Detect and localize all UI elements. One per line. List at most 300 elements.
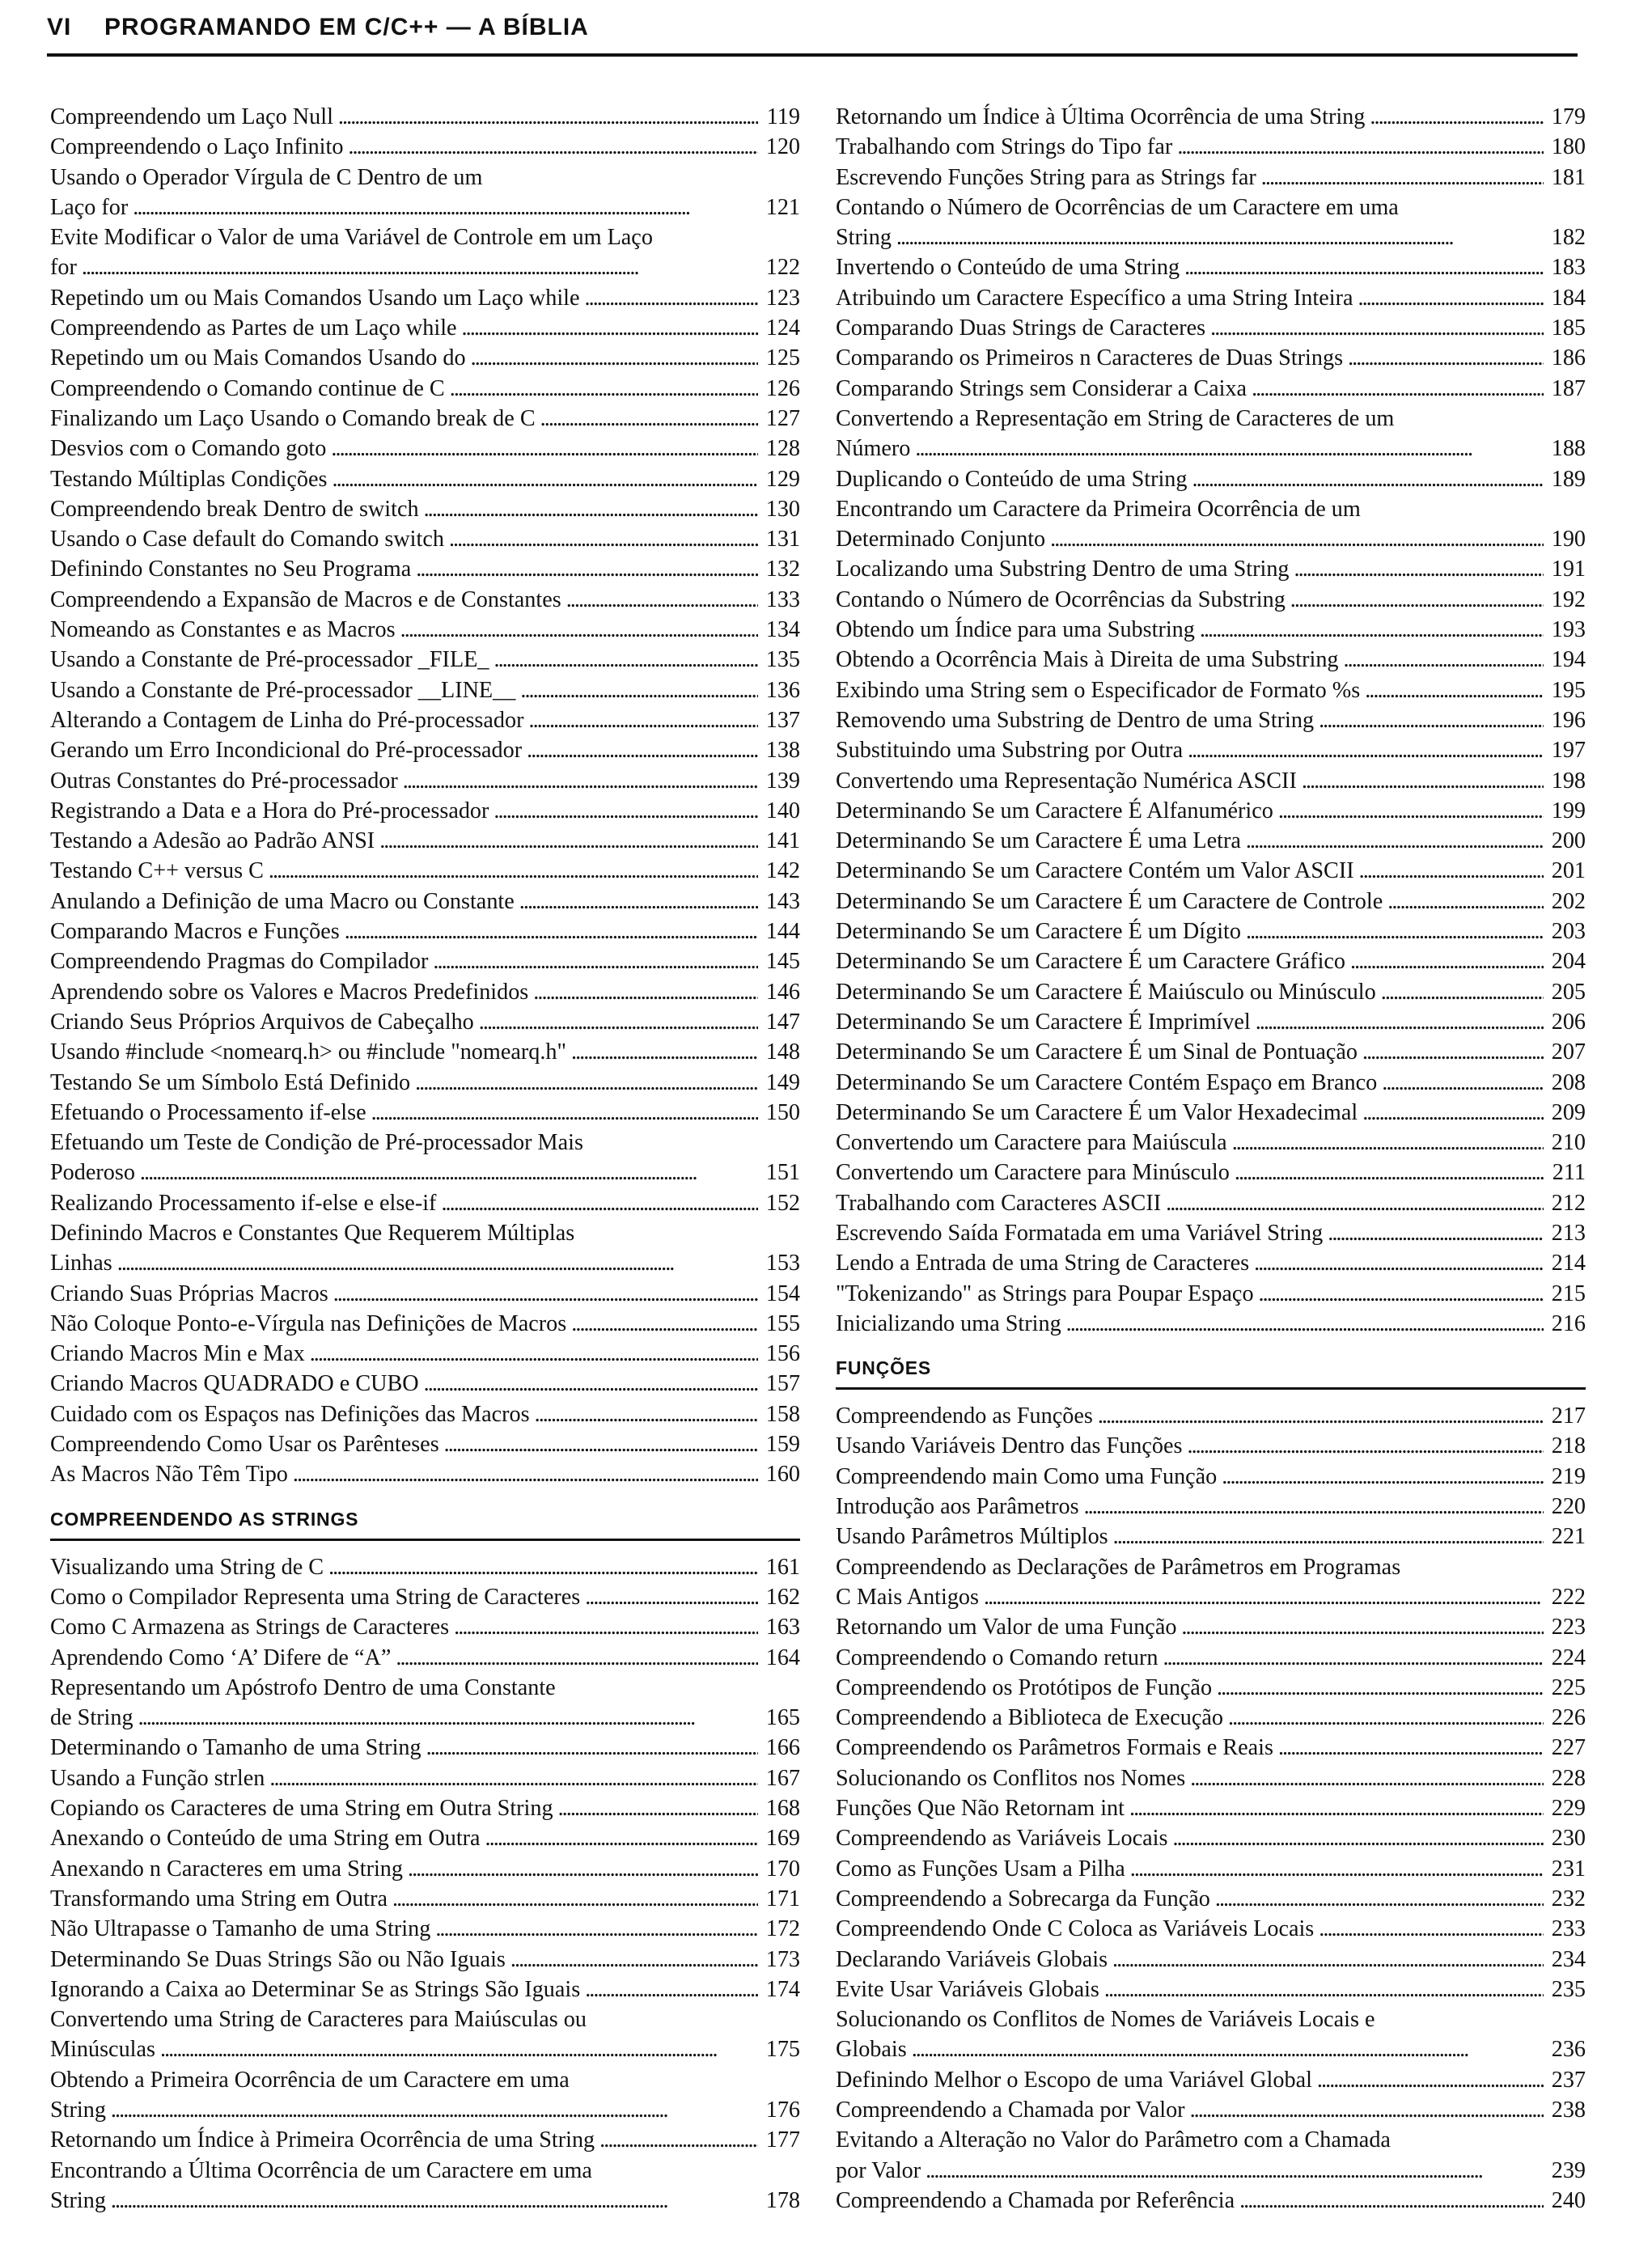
entry-title: Finalizando um Laço Usando o Comando break de C bbox=[50, 405, 536, 431]
entry-line bbox=[50, 494, 800, 524]
entry-page-number: 209 bbox=[1551, 1099, 1586, 1125]
entry-line bbox=[836, 1854, 1586, 1884]
toc-entry bbox=[836, 1098, 1586, 1128]
toc-entry bbox=[50, 1854, 800, 1884]
dot-leader bbox=[1129, 1793, 1544, 1823]
dot-leader bbox=[400, 615, 758, 645]
entry-page-number: 222 bbox=[1551, 1584, 1586, 1610]
section-title: FUNÇÕES bbox=[836, 1357, 932, 1379]
dot-leader bbox=[160, 2034, 758, 2064]
toc-entry bbox=[836, 1068, 1586, 1098]
entry-title: Determinando Se um Caractere Contém Espaço em Branco bbox=[836, 1069, 1378, 1095]
entry-page-number: 186 bbox=[1551, 345, 1586, 371]
toc-entry bbox=[836, 1218, 1586, 1248]
entry-page-number: 175 bbox=[765, 2037, 800, 2063]
entry-title-continuation: Número bbox=[836, 436, 911, 462]
dot-leader bbox=[1290, 585, 1544, 615]
entry-page-number: 121 bbox=[765, 194, 800, 220]
entry-page-number: 150 bbox=[765, 1099, 800, 1125]
entry-line bbox=[836, 887, 1586, 916]
dot-leader bbox=[328, 1552, 758, 1582]
left-column bbox=[50, 102, 800, 2216]
entry-line bbox=[50, 977, 800, 1007]
dot-leader bbox=[133, 193, 758, 222]
entry-line bbox=[50, 585, 800, 615]
dot-leader bbox=[379, 826, 758, 856]
dot-leader bbox=[1215, 1884, 1544, 1914]
toc-entry bbox=[836, 1248, 1586, 1278]
entry-line bbox=[836, 102, 1586, 132]
entry-title: Testando Múltiplas Condições bbox=[50, 466, 328, 492]
dot-leader bbox=[1246, 916, 1544, 946]
entry-line bbox=[836, 464, 1586, 494]
entry-title: Compreendendo as Declarações de Parâmetros em Programas bbox=[836, 1554, 1401, 1580]
entry-page-number: 227 bbox=[1551, 1735, 1586, 1761]
entry-line bbox=[836, 1007, 1586, 1037]
entry-page-number: 143 bbox=[765, 888, 800, 914]
entry-title-continuation: Laço for bbox=[50, 194, 129, 220]
dot-leader bbox=[528, 705, 758, 735]
entry-page-number: 122 bbox=[765, 255, 800, 281]
dot-leader bbox=[1317, 2065, 1544, 2095]
entry-page-number: 136 bbox=[765, 677, 800, 703]
entry-title: Alterando a Contagem de Linha do Pré-processador bbox=[50, 707, 524, 733]
entry-line bbox=[50, 615, 800, 645]
entry-page-number: 183 bbox=[1551, 255, 1586, 281]
entry-title: Realizando Processamento if-else e else-if bbox=[50, 1190, 437, 1216]
toc-entry bbox=[50, 554, 800, 584]
entry-page-number: 156 bbox=[765, 1341, 800, 1367]
dot-leader bbox=[415, 1068, 758, 1098]
dot-leader bbox=[1294, 554, 1544, 584]
toc-entry bbox=[836, 1552, 1586, 1613]
entry-page-number: 159 bbox=[765, 1432, 800, 1458]
entry-line bbox=[50, 132, 800, 162]
entry-page-number: 219 bbox=[1551, 1463, 1586, 1489]
entry-line bbox=[50, 1823, 800, 1853]
entry-title: Criando Seus Próprios Arquivos de Cabeçalho bbox=[50, 1009, 474, 1035]
entry-page-number: 171 bbox=[765, 1886, 800, 1911]
dot-leader bbox=[519, 887, 758, 916]
entry-title: Repetindo um ou Mais Comandos Usando do bbox=[50, 345, 466, 371]
entry-title: Contando o Número de Ocorrências da Substring bbox=[836, 586, 1286, 612]
toc-entry bbox=[50, 1279, 800, 1309]
dot-leader bbox=[1188, 735, 1544, 765]
entry-line bbox=[50, 796, 800, 826]
toc-entry bbox=[836, 2125, 1586, 2186]
entry-page-number: 205 bbox=[1551, 979, 1586, 1005]
entry-line bbox=[50, 464, 800, 494]
dot-leader bbox=[1235, 1158, 1544, 1187]
dot-leader bbox=[435, 1914, 758, 1944]
entry-title: Definindo Melhor o Escopo de uma Variável Global bbox=[836, 2067, 1312, 2093]
entry-line bbox=[836, 1218, 1586, 1248]
entry-line bbox=[50, 645, 800, 675]
entry-page-number: 144 bbox=[765, 919, 800, 945]
toc-entry bbox=[50, 163, 800, 223]
entry-line bbox=[836, 1975, 1586, 2004]
toc-entry bbox=[836, 615, 1586, 645]
dot-leader bbox=[333, 464, 758, 494]
dot-leader bbox=[1261, 163, 1544, 193]
entry-page-number: 232 bbox=[1551, 1886, 1586, 1911]
entry-page-number: 239 bbox=[1551, 2157, 1586, 2183]
entry-line bbox=[836, 1914, 1586, 1944]
entry-line bbox=[50, 826, 800, 856]
dot-leader bbox=[585, 1975, 758, 2004]
entry-title: As Macros Não Têm Tipo bbox=[50, 1462, 288, 1488]
dot-leader bbox=[111, 2186, 758, 2216]
toc-entry bbox=[836, 1914, 1586, 1944]
toc-entry bbox=[50, 132, 800, 162]
entry-line bbox=[50, 102, 800, 132]
toc-entry bbox=[50, 374, 800, 404]
entry-title: Registrando a Data e a Hora do Pré-processador bbox=[50, 798, 489, 823]
entry-title: Testando C++ versus C bbox=[50, 858, 264, 884]
entry-line bbox=[836, 1431, 1586, 1461]
entry-page-number: 124 bbox=[765, 315, 800, 341]
toc-entry bbox=[836, 2186, 1586, 2216]
entry-line bbox=[836, 222, 1586, 252]
entry-line bbox=[836, 826, 1586, 856]
entry-page-number: 187 bbox=[1551, 375, 1586, 401]
toc-entry bbox=[836, 1007, 1586, 1037]
entry-title: Criando Suas Próprias Macros bbox=[50, 1281, 328, 1306]
entry-line bbox=[50, 675, 800, 705]
entry-title: Convertendo a Representação em String de Caracteres de um bbox=[836, 405, 1395, 431]
entry-page-number: 221 bbox=[1551, 1524, 1586, 1550]
entry-page-number: 123 bbox=[765, 285, 800, 311]
entry-line bbox=[836, 1793, 1586, 1823]
entry-page-number: 155 bbox=[765, 1310, 800, 1336]
entry-line bbox=[50, 404, 800, 434]
section-header bbox=[50, 1505, 800, 1541]
entry-title: Testando a Adesão ao Padrão ANSI bbox=[50, 828, 375, 854]
entry-title: Aprendendo Como ‘A’ Difere de “A” bbox=[50, 1645, 392, 1670]
entry-line bbox=[836, 554, 1586, 584]
entry-title: Como o Compilador Representa uma String de Caracteres bbox=[50, 1584, 581, 1610]
toc-entry bbox=[50, 1128, 800, 1188]
entry-line bbox=[50, 252, 800, 282]
entry-line bbox=[836, 1945, 1586, 1975]
toc-entry bbox=[50, 343, 800, 373]
dot-leader bbox=[444, 1429, 758, 1459]
dot-leader bbox=[533, 977, 758, 1007]
toc-entry bbox=[50, 1188, 800, 1218]
dot-leader bbox=[449, 524, 758, 554]
entry-title: Não Ultrapasse o Tamanho de uma String bbox=[50, 1916, 431, 1942]
entry-page-number: 125 bbox=[765, 345, 800, 371]
dot-leader bbox=[111, 2095, 758, 2125]
entry-title: Usando #include <nomearq.h> ou #include "nomearq.h" bbox=[50, 1039, 566, 1065]
entry-line bbox=[50, 1459, 800, 1489]
entry-line bbox=[836, 1703, 1586, 1733]
entry-title: Evitando a Alteração no Valor do Parâmetro com a Chamada bbox=[836, 2127, 1391, 2153]
entry-title: Determinando Se um Caractere É um Valor Hexadecimal bbox=[836, 1099, 1358, 1125]
toc-entry bbox=[836, 1823, 1586, 1853]
toc-entry bbox=[836, 554, 1586, 584]
dot-leader bbox=[926, 2156, 1544, 2186]
dot-leader bbox=[416, 554, 758, 584]
dot-leader bbox=[1278, 1733, 1544, 1763]
dot-leader bbox=[585, 283, 759, 313]
entry-page-number: 179 bbox=[1551, 104, 1586, 129]
entry-title-continuation: String bbox=[836, 225, 892, 251]
dot-leader bbox=[566, 585, 758, 615]
entry-page-number: 119 bbox=[766, 104, 800, 129]
entry-line bbox=[836, 1763, 1586, 1793]
entry-line bbox=[50, 1309, 800, 1339]
dot-leader bbox=[441, 1188, 758, 1218]
entry-title: Duplicando o Conteúdo de uma String bbox=[836, 466, 1188, 492]
entry-title: Copiando os Caracteres de uma String em Outra String bbox=[50, 1796, 553, 1822]
toc-entry bbox=[50, 2156, 800, 2216]
entry-page-number: 213 bbox=[1551, 1220, 1586, 1246]
toc-list bbox=[836, 1401, 1586, 2216]
entry-title: Efetuando um Teste de Condição de Pré-processador Mais bbox=[50, 1130, 583, 1156]
entry-page-number: 212 bbox=[1551, 1190, 1586, 1216]
toc-entry bbox=[836, 2065, 1586, 2095]
entry-page-number: 130 bbox=[765, 496, 800, 522]
entry-line bbox=[836, 1401, 1586, 1431]
entry-page-number: 161 bbox=[765, 1554, 800, 1580]
entry-title: Inicializando uma String bbox=[836, 1310, 1061, 1336]
entry-title-continuation: Determinado Conjunto bbox=[836, 527, 1046, 552]
entry-line bbox=[836, 1643, 1586, 1673]
toc-entry bbox=[836, 1462, 1586, 1492]
entry-page-number: 218 bbox=[1551, 1433, 1586, 1459]
entry-page-number: 217 bbox=[1551, 1403, 1586, 1429]
toc-entry bbox=[50, 615, 800, 645]
dot-leader bbox=[269, 856, 758, 886]
entry-page-number: 197 bbox=[1551, 738, 1586, 764]
dot-leader bbox=[540, 404, 758, 434]
entry-page-number: 198 bbox=[1551, 768, 1586, 794]
entry-line bbox=[836, 766, 1586, 796]
entry-title: Determinando Se um Caractere É uma Letra bbox=[836, 828, 1241, 854]
dot-leader bbox=[117, 1248, 758, 1278]
dot-leader bbox=[338, 102, 758, 132]
entry-page-number: 176 bbox=[765, 2097, 800, 2123]
entry-page-number: 236 bbox=[1551, 2037, 1586, 2063]
toc-entry bbox=[50, 826, 800, 856]
entry-title: Trabalhando com Strings do Tipo far bbox=[836, 134, 1173, 160]
dot-leader bbox=[510, 1945, 758, 1975]
entry-page-number: 190 bbox=[1551, 527, 1586, 552]
entry-title: Como C Armazena as Strings de Caracteres bbox=[50, 1615, 450, 1640]
entry-line bbox=[50, 1158, 800, 1187]
toc-entry bbox=[50, 705, 800, 735]
dot-leader bbox=[471, 343, 758, 373]
entry-line bbox=[836, 374, 1586, 404]
toc-entry bbox=[836, 1158, 1586, 1187]
toc-entry bbox=[50, 222, 800, 283]
entry-line bbox=[836, 675, 1586, 705]
toc-entry bbox=[836, 705, 1586, 735]
dot-leader bbox=[984, 1582, 1544, 1612]
entry-title: Atribuindo um Caractere Específico a uma String Inteira bbox=[836, 285, 1353, 311]
dot-leader bbox=[1113, 1522, 1544, 1551]
entry-title: Convertendo uma Representação Numérica ASCII bbox=[836, 768, 1297, 794]
entry-line bbox=[50, 1429, 800, 1459]
entry-title: Determinando Se um Caractere É um Dígito bbox=[836, 919, 1241, 945]
entry-title: Substituindo uma Substring por Outra bbox=[836, 738, 1184, 764]
dot-leader bbox=[1278, 796, 1544, 826]
toc-entry bbox=[50, 1459, 800, 1489]
entry-title: Repetindo um ou Mais Comandos Usando um Laço while bbox=[50, 285, 580, 311]
entry-line bbox=[836, 163, 1586, 193]
entry-line bbox=[50, 193, 800, 222]
entry-title: Compreendendo as Funções bbox=[836, 1403, 1093, 1429]
dot-leader bbox=[293, 1459, 758, 1489]
entry-title: Comparando Duas Strings de Caracteres bbox=[836, 315, 1206, 341]
entry-line bbox=[50, 343, 800, 373]
entry-title: Definindo Constantes no Seu Programa bbox=[50, 557, 412, 582]
entry-line bbox=[836, 1492, 1586, 1522]
toc-entry bbox=[50, 1643, 800, 1673]
toc-entry bbox=[50, 675, 800, 705]
entry-title: Criando Macros QUADRADO e CUBO bbox=[50, 1371, 419, 1397]
entry-line bbox=[50, 1733, 800, 1763]
entry-title: Compreendendo main Como uma Função bbox=[836, 1463, 1218, 1489]
entry-line bbox=[50, 1975, 800, 2004]
entry-page-number: 137 bbox=[765, 707, 800, 733]
toc-entry bbox=[50, 404, 800, 434]
dot-leader bbox=[493, 645, 758, 675]
entry-title: Definindo Macros e Constantes Que Requerem Múltiplas bbox=[50, 1220, 575, 1246]
toc-entry bbox=[50, 1429, 800, 1459]
entry-line bbox=[836, 856, 1586, 886]
entry-page-number: 145 bbox=[765, 949, 800, 975]
entry-line bbox=[50, 1552, 800, 1582]
entry-line bbox=[50, 1703, 800, 1733]
entry-page-number: 240 bbox=[1551, 2187, 1586, 2213]
entry-page-number: 157 bbox=[765, 1371, 800, 1397]
entry-page-number: 129 bbox=[765, 466, 800, 492]
toc-entry bbox=[836, 1612, 1586, 1642]
dot-leader bbox=[1210, 313, 1544, 343]
toc-entry bbox=[50, 313, 800, 343]
toc-entry bbox=[50, 1763, 800, 1793]
entry-page-number: 202 bbox=[1551, 888, 1586, 914]
entry-page-number: 147 bbox=[765, 1009, 800, 1035]
entry-title: Comparando os Primeiros n Caracteres de Duas Strings bbox=[836, 345, 1344, 371]
toc-entry bbox=[836, 283, 1586, 313]
dot-leader bbox=[1252, 374, 1544, 404]
dot-leader bbox=[462, 313, 758, 343]
entry-title: Exibindo uma String sem o Especificador de Formato %s bbox=[836, 677, 1361, 703]
entry-title: Comparando Strings sem Considerar a Caixa bbox=[836, 375, 1247, 401]
entry-page-number: 201 bbox=[1551, 858, 1586, 884]
entry-line bbox=[50, 313, 800, 343]
entry-line bbox=[836, 2156, 1586, 2186]
entry-page-number: 208 bbox=[1551, 1069, 1586, 1095]
entry-title: Escrevendo Saída Formatada em uma Variável String bbox=[836, 1220, 1324, 1246]
entry-line bbox=[836, 132, 1586, 162]
entry-page-number: 192 bbox=[1551, 586, 1586, 612]
toc-entry bbox=[836, 1854, 1586, 1884]
entry-line bbox=[50, 374, 800, 404]
dot-leader bbox=[1232, 1128, 1544, 1158]
dot-leader bbox=[426, 1733, 758, 1763]
dot-leader bbox=[454, 1612, 758, 1642]
entry-page-number: 237 bbox=[1551, 2067, 1586, 2093]
dot-leader bbox=[1190, 1763, 1544, 1793]
entry-title: "Tokenizando" as Strings para Poupar Espaço bbox=[836, 1281, 1254, 1306]
toc-entry bbox=[50, 1399, 800, 1429]
entry-page-number: 168 bbox=[765, 1796, 800, 1822]
dot-leader bbox=[408, 1854, 758, 1884]
dot-leader bbox=[1365, 675, 1544, 705]
toc-entry bbox=[836, 132, 1586, 162]
dot-leader bbox=[1130, 1854, 1544, 1884]
toc-entry bbox=[836, 977, 1586, 1007]
entry-page-number: 200 bbox=[1551, 828, 1586, 854]
toc-entry bbox=[50, 585, 800, 615]
entry-title: Compreendendo Pragmas do Compilador bbox=[50, 949, 429, 975]
entry-line bbox=[50, 1068, 800, 1098]
toc-entry bbox=[50, 1975, 800, 2004]
dot-leader bbox=[1192, 464, 1544, 494]
entry-title: Determinando Se um Caractere É um Caractere de Controle bbox=[836, 888, 1383, 914]
entry-title: Compreendendo as Variáveis Locais bbox=[836, 1826, 1168, 1852]
entry-page-number: 210 bbox=[1551, 1130, 1586, 1156]
entry-page-number: 188 bbox=[1551, 436, 1586, 462]
dot-leader bbox=[1382, 1068, 1544, 1098]
entry-page-number: 211 bbox=[1552, 1160, 1586, 1186]
entry-page-number: 154 bbox=[765, 1281, 800, 1306]
toc-entry bbox=[836, 193, 1586, 253]
entry-page-number: 135 bbox=[765, 647, 800, 673]
toc-entry bbox=[836, 313, 1586, 343]
toc-entry bbox=[50, 1552, 800, 1582]
entry-page-number: 172 bbox=[765, 1916, 800, 1942]
toc-entry bbox=[836, 102, 1586, 132]
dot-leader bbox=[1246, 826, 1544, 856]
dot-leader bbox=[1344, 645, 1544, 675]
entry-page-number: 177 bbox=[765, 2127, 800, 2153]
toc-entry bbox=[50, 1673, 800, 1733]
entry-title: Usando o Operador Vírgula de C Dentro de um bbox=[50, 164, 483, 190]
dot-leader bbox=[1184, 252, 1544, 282]
entry-title: Retornando um Índice à Primeira Ocorrência de uma String bbox=[50, 2127, 595, 2153]
toc-entry bbox=[836, 404, 1586, 464]
dot-leader bbox=[333, 1279, 758, 1309]
toc-entry bbox=[50, 1098, 800, 1128]
entry-line bbox=[50, 1884, 800, 1914]
toc-entry bbox=[50, 1369, 800, 1399]
entry-title: Contando o Número de Ocorrências de um Caractere em uma bbox=[836, 194, 1399, 220]
toc-entry bbox=[50, 102, 800, 132]
entry-page-number: 164 bbox=[765, 1645, 800, 1670]
toc-entry bbox=[50, 1007, 800, 1037]
dot-leader bbox=[1358, 283, 1544, 313]
entry-title: Trabalhando com Caracteres ASCII bbox=[836, 1190, 1162, 1216]
entry-page-number: 203 bbox=[1551, 919, 1586, 945]
dot-leader bbox=[1163, 1643, 1544, 1673]
toc-entry bbox=[50, 1733, 800, 1763]
entry-line bbox=[50, 1582, 800, 1612]
entry-page-number: 238 bbox=[1551, 2097, 1586, 2123]
entry-title: Determinando Se Duas Strings São ou Não Iguais bbox=[50, 1946, 506, 1972]
entry-line bbox=[836, 1612, 1586, 1642]
entry-page-number: 194 bbox=[1551, 647, 1586, 673]
dot-leader bbox=[310, 1339, 758, 1369]
entry-page-number: 158 bbox=[765, 1401, 800, 1427]
dot-leader bbox=[535, 1399, 758, 1429]
toc-entry bbox=[836, 826, 1586, 856]
toc-entry bbox=[836, 1793, 1586, 1823]
